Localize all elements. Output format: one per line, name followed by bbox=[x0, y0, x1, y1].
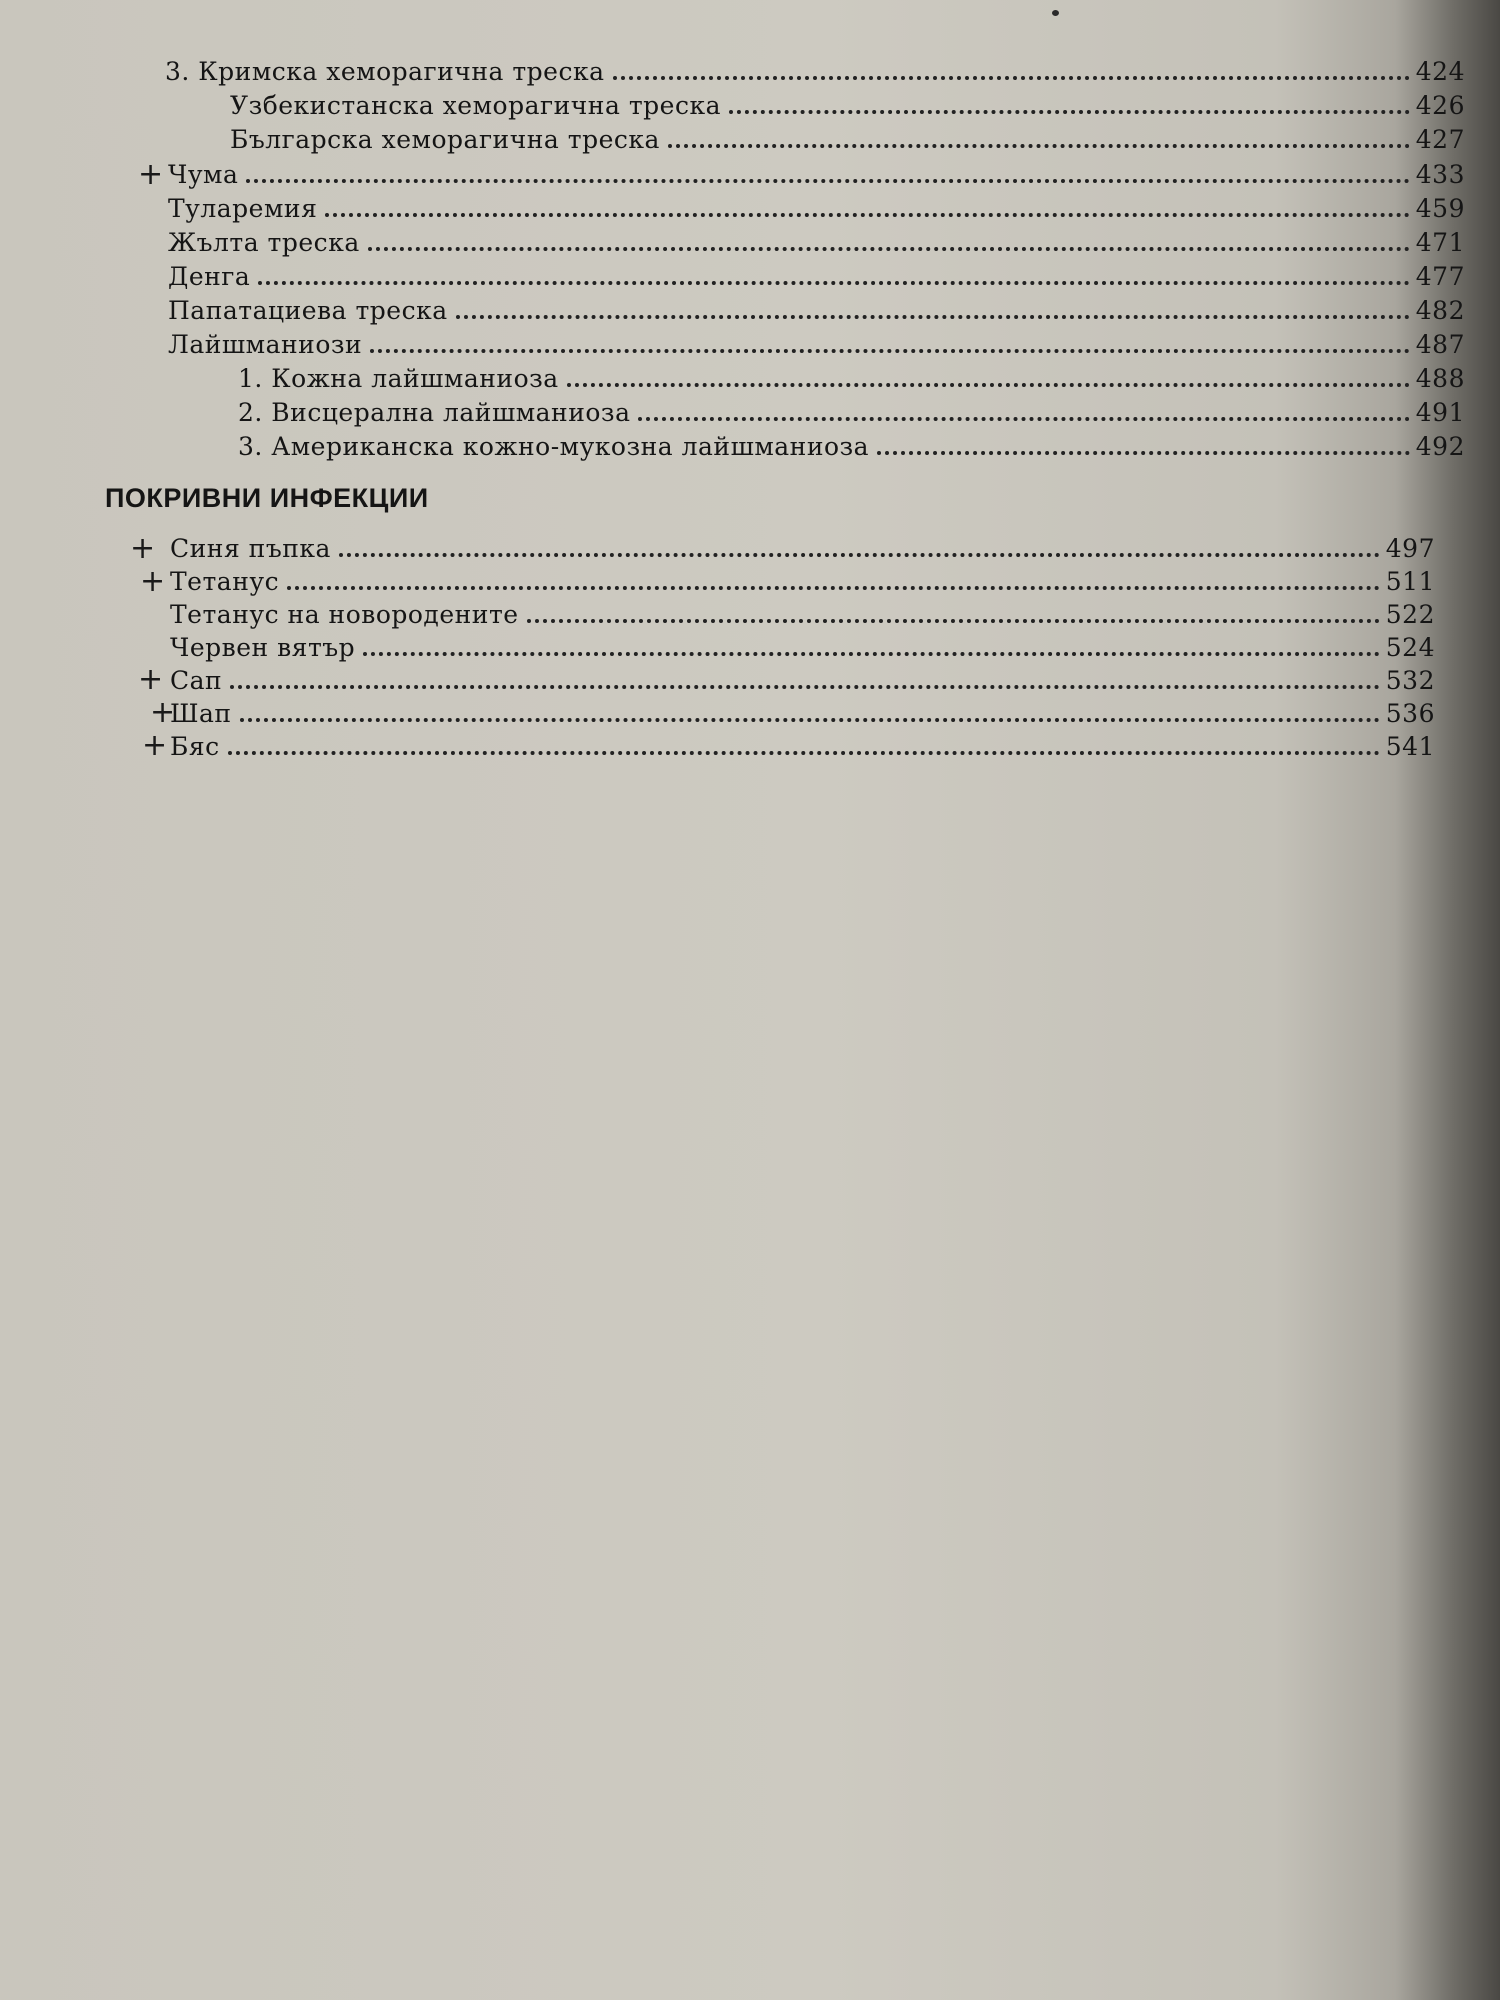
toc-entry bbox=[168, 260, 1465, 294]
toc-entry-page: 492 bbox=[1415, 432, 1465, 461]
toc-entry-title: 1. Кожна лайшманиоза bbox=[238, 364, 559, 393]
dot-leader bbox=[370, 349, 1410, 353]
pen-mark: + bbox=[150, 695, 176, 730]
dot-leader bbox=[228, 751, 1380, 755]
dot-leader bbox=[567, 383, 1410, 387]
dot-leader bbox=[363, 652, 1380, 656]
toc-entry-title: Лайшманиози bbox=[168, 330, 363, 359]
toc-entry-page: 541 bbox=[1385, 732, 1435, 761]
dot-leader bbox=[339, 553, 1380, 557]
toc-entry-title: Българска хеморагична треска bbox=[230, 125, 660, 154]
pen-mark: + bbox=[138, 662, 164, 697]
dot-leader bbox=[877, 451, 1410, 455]
toc-entry bbox=[230, 123, 1465, 157]
toc-entry-title: Жълта треска bbox=[168, 228, 360, 257]
toc-entry-page: 522 bbox=[1385, 600, 1435, 629]
toc-entry-title: Сап bbox=[170, 666, 223, 695]
toc-entry-page: 482 bbox=[1415, 296, 1465, 325]
toc-entry-page: 427 bbox=[1415, 125, 1465, 154]
dot-leader bbox=[230, 685, 1380, 689]
toc-entry bbox=[165, 55, 1465, 89]
pen-mark: + bbox=[142, 728, 168, 763]
toc-entry-title: Бяс bbox=[170, 732, 220, 761]
toc-entry-page: 488 bbox=[1415, 364, 1465, 393]
toc-entry bbox=[170, 598, 1435, 632]
toc-entry-page: 433 bbox=[1415, 160, 1465, 189]
toc-entry bbox=[168, 328, 1465, 362]
toc-entry bbox=[170, 565, 1435, 599]
toc-entry-page: 487 bbox=[1415, 330, 1465, 359]
toc-entry-title: Червен вятър bbox=[170, 633, 356, 662]
toc-entry-page: 536 bbox=[1385, 699, 1435, 728]
toc-entry-title: Синя пъпка bbox=[170, 534, 331, 563]
pen-mark: + bbox=[130, 531, 156, 566]
dot-leader bbox=[638, 417, 1409, 421]
dot-leader bbox=[527, 619, 1380, 623]
toc-entry bbox=[238, 362, 1465, 396]
dot-leader bbox=[613, 76, 1410, 80]
toc-entry-title: Денга bbox=[168, 262, 251, 291]
toc-entry-title: Тетанус bbox=[170, 567, 280, 596]
toc-entry bbox=[238, 430, 1465, 464]
toc-entry bbox=[170, 631, 1435, 665]
toc-entry bbox=[168, 226, 1465, 260]
toc-entry bbox=[168, 192, 1465, 226]
toc-entry-page: 459 bbox=[1415, 194, 1465, 223]
pen-mark: + bbox=[138, 157, 164, 192]
toc-entry-page: 477 bbox=[1415, 262, 1465, 291]
dot-leader bbox=[325, 213, 1409, 217]
toc-entry bbox=[170, 532, 1435, 566]
toc-entry-title: Узбекистанска хеморагична треска bbox=[230, 91, 721, 120]
toc-entry bbox=[168, 294, 1465, 328]
dot-leader bbox=[246, 179, 1409, 183]
toc-entry-title: 2. Висцерална лайшманиоза bbox=[238, 398, 631, 427]
toc-entry-page: 497 bbox=[1385, 534, 1435, 563]
dot-leader bbox=[456, 315, 1410, 319]
toc-entry bbox=[170, 664, 1435, 698]
toc-entry bbox=[170, 697, 1435, 731]
toc-entry-title: Тетанус на новородените bbox=[170, 600, 519, 629]
toc-entry-page: 424 bbox=[1415, 57, 1465, 86]
toc-entry bbox=[170, 730, 1435, 764]
dot-leader bbox=[668, 144, 1410, 148]
pen-mark: + bbox=[140, 564, 166, 599]
dot-leader bbox=[258, 281, 1409, 285]
toc-entry bbox=[168, 158, 1465, 192]
dot-leader bbox=[729, 110, 1410, 114]
toc-entry bbox=[238, 396, 1465, 430]
toc-entry-page: 524 bbox=[1385, 633, 1435, 662]
toc-entry-title: 3. Кримска хеморагична треска bbox=[165, 57, 605, 86]
toc-entry-title: Шап bbox=[170, 699, 232, 728]
toc-entry bbox=[230, 89, 1465, 123]
dot-leader bbox=[368, 247, 1410, 251]
toc-entry-page: 491 bbox=[1415, 398, 1465, 427]
dot-leader bbox=[287, 586, 1380, 590]
toc-entry-page: 471 bbox=[1415, 228, 1465, 257]
dot-leader bbox=[240, 718, 1380, 722]
ink-speck bbox=[1052, 10, 1059, 16]
toc-entry-page: 511 bbox=[1385, 567, 1435, 596]
toc-entry-page: 426 bbox=[1415, 91, 1465, 120]
toc-entry-title: Чума bbox=[168, 160, 239, 189]
toc-entry-title: 3. Американска кожно-мукозна лайшманиоза bbox=[238, 432, 870, 461]
section-heading: ПОКРИВНИ ИНФЕКЦИИ bbox=[105, 483, 429, 513]
toc-entry-title: Туларемия bbox=[168, 194, 318, 223]
toc-entry-title: Папатациева треска bbox=[168, 296, 448, 325]
toc-entry-page: 532 bbox=[1385, 666, 1435, 695]
